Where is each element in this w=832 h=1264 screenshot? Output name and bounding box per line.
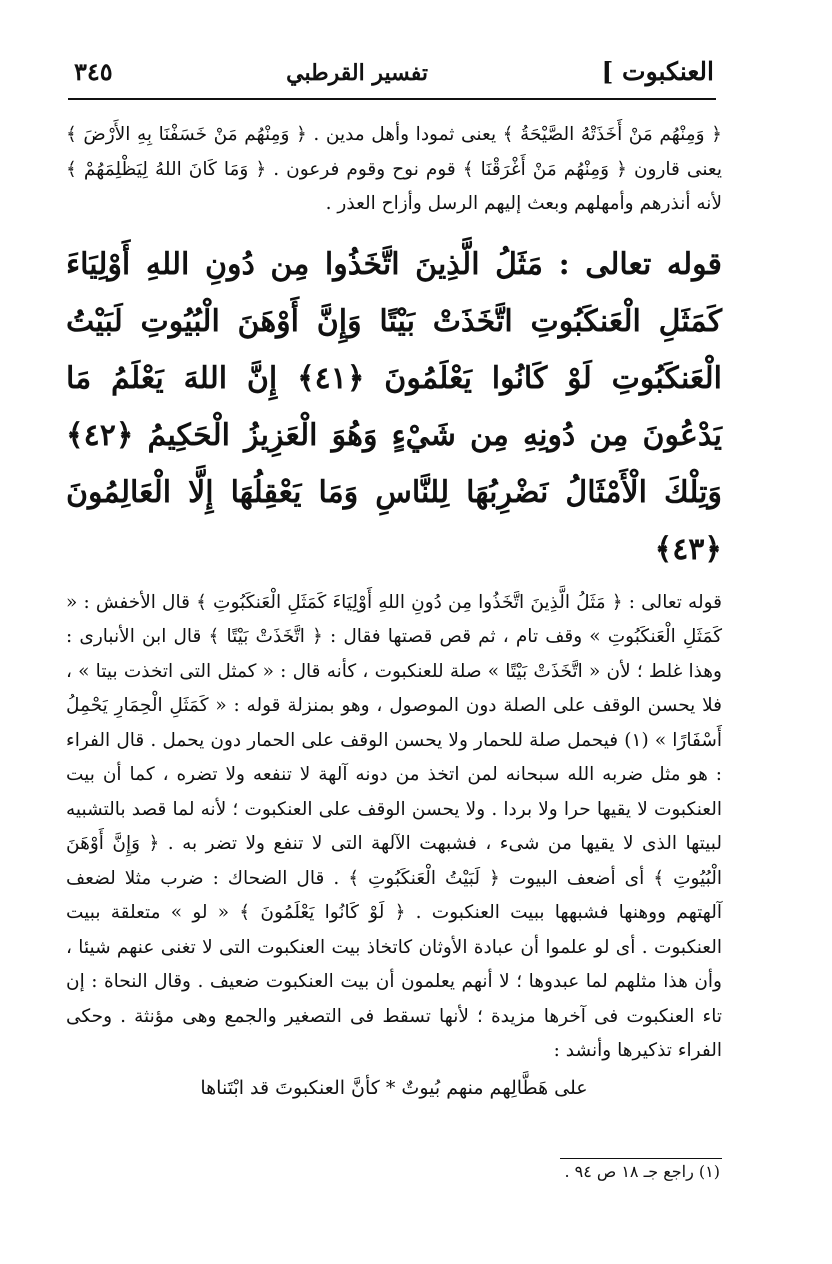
paragraph-commentary: قوله تعالى : ﴿ مَثَلُ الَّذِينَ اتَّخَذُوا مِن دُونِ اللهِ أَوْلِيَاءَ كَمَثَلِ الْعَنكَبُوتِ ﴾ قال الأخفش : « كَمَثَلِ الْعَنكَبُوتِ » وقف تام ، ثم قص قصتها فقال : ﴿ اتَّخَذَتْ بَيْتًا ﴾ قال ابن الأنبارى : وهذا غلط ؛ لأن « اتَّخَذَتْ بَيْتًا » صلة للعنكبوت ، كأنه قال : « كمثل التى اتخذت بيتا » ، فلا يحسن الوقف على الصلة دون الموصول ، وهو بمنزلة قوله : « كَمَثَلِ الْحِمَارِ يَحْمِلُ أَسْفَارًا » (١) فيحمل صلة للحمار ولا يحسن الوقف على الحمار دون يحمل . قال الفراء : هو مثل ضربه الله سبحانه لمن اتخذ من دونه آلهة لا تنفعه ولا تضره ، كما أن بيت العنكبوت لا يقيها حرا ولا بردا . ولا يحسن الوقف على العنكبوت ؛ لأنه لما قصد بالتشبيه لبيتها الذى لا يقيها من شىء ، فشبهت الآلهة التى لا تنفع ولا تضر به . ﴿ وَإِنَّ أَوْهَنَ الْبُيُوتِ ﴾ أى أضعف البيوت ﴿ لَبَيْتُ الْعَنكَبُوتِ ﴾ . قال الضحاك : ضرب مثلا لضعف آلهتهم ووهنها فشبهها ببيت العنكبوت . ﴿ لَوْ كَانُوا يَعْلَمُونَ ﴾ « لو » متعلقة ببيت العنكبوت . أى لو علموا أن عبادة الأوثان كاتخاذ بيت العنكبوت التى لا تغنى عنهم شيئا ، وأن هذا مثلهم لما عبدوها ؛ لا أنهم يعلمون أن بيت العنكبوت ضعيف . وقال النحاة : إن تاء العنكبوت فى آخرها مزيدة ؛ لأنها تسقط فى التصغير والجمع وهى مؤنثة . وحكى الفراء تذكيرها وأنشد : xyxy=(66,591,722,1061)
page-header xyxy=(74,46,714,86)
running-book-title: تفسير القرطبي xyxy=(286,60,429,86)
running-section-title: العنكبوت ] xyxy=(601,57,714,86)
footnote-divider xyxy=(560,1158,722,1159)
page-number: ٣٤٥ xyxy=(74,57,113,86)
page-body xyxy=(66,118,722,1105)
footnote: (١) راجع جـ ١٨ ص ٩٤ . xyxy=(564,1162,720,1181)
paragraph-intro: ﴿ وَمِنْهُم مَنْ أَخَذَتْهُ الصَّيْحَةُ ﴾ يعنى ثمودا وأهل مدين . ﴿ وَمِنْهُم مَنْ خَسَفْنَا بِهِ الأَرْضَ ﴾ يعنى قارون ﴿ وَمِنْهُم مَنْ أَغْرَقْنَا ﴾ قوم نوح وقوم فرعون . ﴿ وَمَا كَانَ اللهُ لِيَظْلِمَهُمْ ﴾ لأنه أنذرهم وأمهلهم وبعث إليهم الرسل وأزاح العذر . xyxy=(66,124,722,214)
quran-verse-block: قوله تعالى : مَثَلُ الَّذِينَ اتَّخَذُوا مِن دُونِ اللهِ أَوْلِيَاءَ كَمَثَلِ الْعَنكَبُوتِ اتَّخَذَتْ بَيْتًا وَإِنَّ أَوْهَنَ الْبُيُوتِ لَبَيْتُ الْعَنكَبُوتِ لَوْ كَانُوا يَعْلَمُونَ ﴿٤١﴾ إِنَّ اللهَ يَعْلَمُ مَا يَدْعُونَ مِن دُونِهِ مِن شَيْءٍ وَهُوَ الْعَزِيزُ الْحَكِيمُ ﴿٤٢﴾ وَتِلْكَ الْأَمْثَالُ نَضْرِبُهَا لِلنَّاسِ وَمَا يَعْقِلُهَا إِلَّا الْعَالِمُونَ ﴿٤٣﴾ xyxy=(66,246,722,567)
poetry-line: على هَطَّالِهم منهم بُيوتٌ * كأنَّ العنكبوتَ قد ابْتَناها xyxy=(200,1076,588,1099)
header-divider xyxy=(68,98,716,100)
